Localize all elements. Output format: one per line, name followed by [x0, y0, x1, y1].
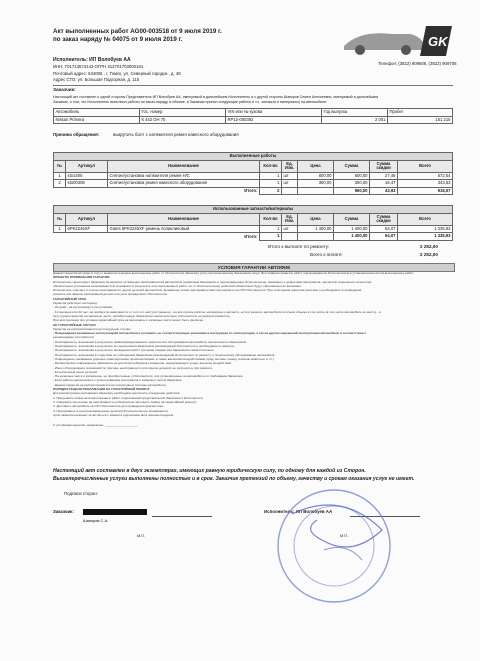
vehicle-header-plate: Гос. номер [140, 109, 226, 117]
works-section-title: Выполненные работы [54, 153, 453, 161]
parts-cell: Gates 6PK2245XF ремень поликлиновый [108, 225, 260, 233]
warranty-line: - 20 дней - на регулировку и регулировки; [53, 305, 113, 310]
warranty-line: Исполнитель отвечает в случае неисправности других деталей автомобиля, вызванные этими неисправностями при ремонте на СТО Исполнителя. При этом время принятия решения о необходимости проведения [53, 288, 362, 293]
works-total-row [54, 187, 453, 195]
works-cell: шт [282, 172, 298, 180]
works-cell: sto1405 [66, 172, 108, 180]
works-cell: 1 [260, 180, 282, 188]
warranty-line: - Неисправность, возникшая в результате проведения работ третьими лицами или Заказчиком самостоятельно. [53, 348, 215, 353]
warranty-line: - На запасные части и материалы, не приобретенные у Исполнителя, или установленные на автомобиль по требованию Заказчика [53, 374, 243, 379]
warranty-line: 3. Доставить автомобиль на СТО Исполнителя для проведения диагностики. [53, 404, 164, 409]
act-subtitle: по заказ наряду № 04075 от 9 июля 2019 г. [53, 36, 183, 43]
works-cell: Снятие/установка ремня навесного оборудования [108, 180, 260, 188]
works-cell: 360,00 [334, 180, 370, 188]
vehicle-plate: К 442 ОН 70 [140, 116, 226, 124]
warranty-line: - Механические повреждения, явившиеся результатом небрежного вождения, ненадлежащего ухода, внешних воздействий. [53, 361, 232, 366]
warranty-line: - Неисправность, возникшая в результате неквалифицированного ремонта или обслуживания автомобиля, выполненного Заказчиком. [53, 339, 247, 344]
parts-col-total: Всего [398, 213, 453, 225]
works-cell: 16,47 [370, 180, 398, 188]
parts-total-blank [282, 233, 298, 241]
works-total-blank [282, 187, 298, 195]
warranty-line: - Неисправность, возникшая в следствие не соблюдения Заказчиком рекомендаций Исполнителя по ремонту и техническому обслуживанию автомобиля. [53, 352, 276, 357]
vehicle-mileage: 151 215 [388, 116, 453, 124]
warranty-line: обязательных устранение неисправностей, возникших в результате этих выполненных работ, ее от исполнительных действий обязательно будут приниматься во внимание. [53, 283, 302, 288]
works-cell: Снятие/установка натяжителя ремня Н/С [108, 172, 260, 180]
warranty-line: 2. Оформить претензию на неисправность (обязательно заполнить заявку на гарантийный ремонт). [53, 399, 198, 404]
works-total-blank-price [298, 187, 334, 195]
parts-total-discount: 64,07 [370, 233, 398, 241]
customer-name-redaction [83, 509, 147, 523]
warranty-line: ГАРАНТИЙНЫЙ СРОК [53, 296, 87, 301]
warranty-line: С условиями гарантии ознакомлен: ___________________ [53, 423, 138, 428]
works-col-sum: Сумма [334, 160, 370, 172]
parts-total-sum: 1 400,00 [334, 233, 370, 241]
works-col-price: Цена [298, 160, 334, 172]
works-col-unit: Ед. Изм. [282, 160, 298, 172]
warranty-line: Гарантия действует на период: [53, 301, 98, 306]
executor-sign-label: Исполнитель: ИП Волобуев АА [264, 509, 333, 514]
works-total-discount: 43,93 [370, 187, 398, 195]
vehicle-header-vin: VIN или № кузова [226, 109, 322, 117]
warranty-line: - Износ оборудования, возникший по причине неисправности или износа деталей, не затронутых при ремонте. [53, 365, 213, 370]
vehicle-header-mileage: Пробег [388, 109, 453, 117]
executor-seal-mark: М.П. [340, 534, 349, 538]
logo-text: GK [428, 34, 448, 49]
warranty-line: ПОРЯДОК ПОДАЧИ РЕКЛАМАЦИИ НА ГАРАНТИЙНЫЙ РЕМОНТ [53, 387, 150, 392]
parts-total-label: Итого: [244, 233, 258, 239]
act-title: Акт выполненных работ АG00-003518 от 9 июля 2019 г. [53, 28, 222, 35]
works-cell: 600,00 [298, 172, 334, 180]
warranty-line: - Естественный износ деталей. [53, 369, 98, 374]
parts-cell: 1 [260, 225, 282, 233]
parts-total-row [54, 233, 453, 241]
executor-name: Исполнитель: ИП Волобуев АА [53, 57, 131, 63]
header-divider [53, 85, 453, 86]
warranty-line: рекомендации изготовителя. [53, 335, 95, 340]
works-cell: 27,46 [370, 172, 398, 180]
warranty-line: силу (сроки гарантии на запасные части, приобретенные Заказчиком самостоятельно, Исполнитель не распространяется). [53, 313, 231, 318]
parts-cell: 64,07 [370, 225, 398, 233]
warranty-line: - Неисправность, возникшая в результате его выполнения Заказчиком рекомендаций Исполнителя о необходимости ремонта. [53, 344, 235, 349]
works-col-name: Наименование [108, 160, 260, 172]
warranty-title: УСЛОВИЯ ГАРАНТИИ АВТОФИК [217, 265, 291, 270]
customer-label: Заказчик: [53, 88, 76, 93]
parts-total-blank-price [298, 233, 334, 241]
warranty-line: - Повреждения, вызванные дорожно-транспортными происшествиями, а также внешними воздействиями (град, молнии, пожар, влияние животных и т.п.) [53, 356, 274, 361]
parts-col-discount: Сумма скидки [370, 213, 398, 225]
warranty-line: НЕ ГАРАНТИЙНЫЕ СЛУЧАИ [53, 322, 96, 327]
warranty-line: - Повреждения вызванные эксплуатацией автомобиля в условиях, не соответствующих указаниям в инструкции по эксплуатации, а так же других нарушений эксплуатации автомобиля в соответствии с [53, 331, 367, 336]
works-col-qty: Кол-во [260, 160, 282, 172]
works-row [54, 180, 453, 188]
warranty-line: Для рассмотрения рекламации Заказчику необходимо выполнить следующие действия: [53, 391, 181, 396]
customer-sign-line [152, 516, 212, 517]
payment-total-value: 2 252,00 [420, 252, 438, 257]
works-total-all: 916,07 [398, 187, 453, 195]
parts-section-title: Использованные запчасти/материалы [54, 206, 453, 214]
customer-name: Шанкров С.А. [83, 518, 109, 523]
warranty-line: 1. Предъявить копию акта выполненных работ, подписанный представителем Заказчика и Исполнителя. [53, 395, 204, 400]
works-cell: 360,00 [298, 180, 334, 188]
signatures-title: Подписи сторон: [64, 491, 98, 496]
company-logo [340, 22, 455, 60]
reason-text: выкрутить болт с натяжителя ремня навесного оборудования [113, 132, 239, 137]
reason-label: Причина обращения: [53, 132, 100, 137]
customer-sign-label: Заказчик: [53, 509, 74, 514]
executor-address: Почтовый адрес: 634006 , г. Томск, ул. Северный городок , д. 48 [53, 71, 181, 76]
parts-row [54, 225, 453, 233]
repair-total-label: Итого к выплате по ремонту: [268, 244, 330, 249]
vehicle-model: Nissan Primera [54, 116, 140, 124]
works-table [53, 152, 453, 195]
parts-cell: 6PK2245XF [66, 225, 108, 233]
works-row [54, 172, 453, 180]
warranty-line: - Данная гарантия не распространяется на электронные системы автомобиля. [53, 382, 167, 387]
works-cell: 2 [54, 180, 66, 188]
parts-col-sum: Сумма [334, 213, 370, 225]
closing-line-2: Вышеперечисленные услуги выполнены полностью и в срок. Заказчик претензий по объему, качеству и срокам оказания услуг не имеет. [53, 476, 415, 482]
works-cell: sto00308 [66, 180, 108, 188]
warranty-line: Гарантия не распространяется на следующие случаи: [53, 326, 131, 331]
repair-total-value: 2 252,00 [420, 244, 438, 249]
works-cell: 343,53 [398, 180, 453, 188]
warranty-line: При эксплуатации при условии гарантийный срок на материалы и запасные части может быть увеличен. [53, 318, 205, 323]
works-total-qty: 2 [260, 187, 282, 195]
vehicle-header-car: Автомобиль [54, 109, 140, 117]
works-cell: 572,54 [398, 172, 453, 180]
warranty-line: - Если работы выполнялись с использованием материалов и запасных частей Заказчика. [53, 378, 183, 383]
station-address: Адрес СТО: ул. Большая Подгорная, д. 115 [53, 77, 140, 82]
parts-table [53, 205, 453, 241]
parts-col-article: Артикул [66, 213, 108, 225]
customer-seal-mark: М.П. [137, 534, 146, 538]
works-col-discount: Сумма скидки [370, 160, 398, 172]
works-cell: 600,00 [334, 172, 370, 180]
parts-total-qty: 1 [260, 233, 282, 241]
works-total-label: Итого: [244, 188, 258, 193]
parts-cell: 1 [54, 225, 66, 233]
parts-col-name: Наименование [108, 213, 260, 225]
works-col-num: № [54, 160, 66, 172]
vehicle-header-year: Год выпуска [322, 109, 388, 117]
works-total-sum: 960,00 [334, 187, 370, 195]
warranty-line: - 12 месяцев или 20 тыс. км пробега (в зависимости от того что наступит раньше) - на все прочие работы, материалы и запчасти, если в ремонте автомобиля в полном объеме в том числе (в том числе автомобиль по месту) - в [53, 309, 381, 314]
parts-col-num: № [54, 213, 66, 225]
customer-text-1: Настоящий акт составлен о одной стороны Представитель ИП Волобуев АА, именуемый в дальнейшем Исполнитель и с другой стороны Шанкров Семен Алексеевич, именуемый в дальнейшем [53, 95, 379, 99]
warranty-line: 4. Неисправность (или рекламируемые детали) Исполнителем не принимаются. [53, 408, 169, 413]
payment-total-label: Всего к оплате: [310, 252, 343, 257]
vehicle-vin: RP12-000392 [226, 116, 322, 124]
parts-col-qty: Кол-во [260, 213, 282, 225]
vehicle-year: 2 001 [322, 116, 388, 124]
customer-text-2: Заказчик, о том, что Исполнитель выполнил работы по заказ-наряду, в объеме, в Заказчик принял следующие работы и т.ч. запчасти и материалы) на автомобиле: [53, 100, 328, 104]
vehicle-table [53, 108, 453, 124]
parts-cell: 1 400,00 [298, 225, 334, 233]
warranty-line: Данная гарантия вступает в силу с момента передачи выполненных работ от Исполнителя Заказчику (или уполномоченному Заказчиком лицу). Все правила гарантии работ подтверждаются Исполнителем в установленном Актом выполненных работ. [53, 271, 414, 275]
executor-inn: ИНН: 701713574143 ОГРН 312701703000161 [53, 64, 144, 69]
parts-col-price: Цена [298, 213, 334, 225]
parts-col-unit: Ед. Изм. [282, 213, 298, 225]
warranty-line: ОБЪЕКТЫ ПРИМЕНЕНИЯ ГАРАНТИИ. [53, 275, 111, 280]
parts-cell: 1 335,93 [398, 225, 453, 233]
works-cell: 1 [54, 172, 66, 180]
parts-cell: шт [282, 225, 298, 233]
warranty-terms [53, 271, 453, 443]
works-col-total: Всего [398, 160, 453, 172]
works-cell: 1 [260, 172, 282, 180]
parts-total-all: 1 335,93 [398, 233, 453, 241]
works-col-article: Артикул [66, 160, 108, 172]
parts-cell: 1 400,00 [334, 225, 370, 233]
works-cell: шт [282, 180, 298, 188]
warranty-line: Срок гарантии начинает исчисляться с момента подписания акта приема-передачи. [53, 412, 175, 417]
warranty-line: ремонта или замены неисправной детали или узла принадлежит Исполнителю. [53, 292, 168, 297]
company-phone: Телефон: (3822) 909606, (3822) 909706 [378, 61, 457, 66]
warranty-line: Исполнитель гарантирует Заказчику безопасное устранение неисправностей автомобиля сервисным Заказчиком и подтвержденных Исполнителем, связанных с дефектами материалов, запчастей, нарушения технологии [53, 279, 372, 284]
closing-line-1: Настоящий акт составлен в двух экземплярах, имеющих равную юридическую силу, по одному для каждой из Сторон. [53, 468, 366, 474]
company-stamp [262, 470, 412, 620]
